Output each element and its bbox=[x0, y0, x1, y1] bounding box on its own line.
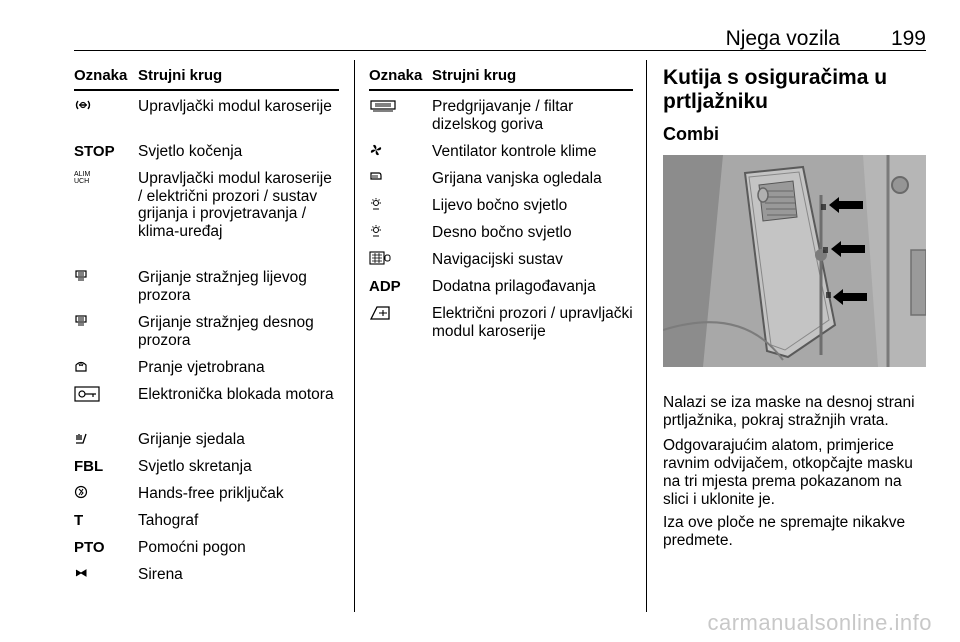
row-label: Svjetlo skretanja bbox=[138, 458, 252, 475]
side-light-right-icon bbox=[369, 224, 429, 238]
row-symbol: ADP bbox=[369, 278, 401, 295]
row-label: Električni prozori / upravljački modul karoserije bbox=[432, 305, 633, 340]
table-row bbox=[74, 379, 339, 424]
body-module-icon bbox=[74, 98, 134, 112]
navigation-icon bbox=[369, 251, 429, 265]
fuse-table-left bbox=[74, 67, 339, 586]
header-circuit: Strujni krug bbox=[432, 67, 517, 84]
row-label: Pomoćni pogon bbox=[138, 539, 246, 556]
table-row bbox=[74, 532, 339, 559]
row-symbol: T bbox=[74, 512, 84, 529]
heated-mirror-icon bbox=[369, 170, 429, 184]
table-row bbox=[369, 190, 633, 217]
header-symbol: Oznaka bbox=[74, 67, 128, 84]
row-label: Ventilator kontrole klime bbox=[432, 143, 597, 160]
table-body bbox=[74, 91, 339, 586]
watermark: carmanualsonline.info bbox=[707, 610, 932, 635]
table-header bbox=[74, 67, 339, 91]
column-divider-1 bbox=[354, 60, 355, 612]
table-header bbox=[369, 67, 633, 91]
diesel-filter-preheat-icon bbox=[369, 98, 429, 114]
row-symbol: FBL bbox=[74, 458, 104, 475]
row-label: Upravljački modul karoserije / električni prozori / sustav grijanja i provjetravanja / klima-uređaj bbox=[138, 170, 332, 240]
row-label: Svjetlo kočenja bbox=[138, 143, 243, 160]
header-symbol: Oznaka bbox=[369, 67, 423, 84]
table-row bbox=[369, 298, 633, 361]
section-heading: Kutija s osiguračima u prtljažniku bbox=[663, 66, 888, 113]
row-symbol: STOP bbox=[74, 143, 115, 160]
fusebox-cover-photo bbox=[663, 155, 926, 367]
page-title: Njega vozila bbox=[725, 27, 840, 50]
row-label: Tahograf bbox=[138, 512, 199, 529]
header-rule bbox=[74, 50, 926, 51]
table-row bbox=[369, 271, 633, 298]
table-row bbox=[74, 91, 339, 136]
table-row bbox=[74, 163, 339, 262]
immobiliser-key-icon bbox=[74, 386, 134, 402]
paragraph: Iza ove ploče ne spremajte nikakve predmete. bbox=[663, 513, 906, 549]
table-row bbox=[369, 217, 633, 244]
table-row bbox=[74, 559, 339, 586]
row-label: Navigacijski sustav bbox=[432, 251, 563, 268]
row-label: Predgrijavanje / filtar dizelskog goriva bbox=[432, 98, 574, 133]
seat-heating-icon bbox=[74, 431, 134, 445]
section-trunk-fusebox bbox=[663, 66, 926, 145]
row-label: Grijana vanjska ogledala bbox=[432, 170, 602, 187]
page-header bbox=[74, 0, 926, 52]
row-label: Dodatna prilagođavanja bbox=[432, 278, 596, 295]
table-row bbox=[74, 262, 339, 307]
table-row bbox=[74, 352, 339, 379]
row-label: Elektronička blokada motora bbox=[138, 386, 334, 403]
table-row bbox=[369, 163, 633, 190]
hands-free-icon bbox=[74, 485, 134, 499]
paragraph: Nalazi se iza maske na desnoj strani prtljažnika, pokraj stražnjih vrata. bbox=[663, 393, 915, 429]
table-row bbox=[74, 478, 339, 505]
rear-window-heating-right-icon bbox=[74, 314, 134, 328]
fuse-table-right bbox=[369, 67, 633, 361]
paragraph: Odgovarajućim alatom, primjerice ravnim odvijačem, otkopčajte masku na tri mjesta prema pokazanom na slici i uklonite je. bbox=[663, 436, 913, 508]
table-row bbox=[369, 244, 633, 271]
side-light-left-icon bbox=[369, 197, 429, 211]
column-divider-2 bbox=[646, 60, 647, 612]
page-number: 199 bbox=[890, 27, 926, 50]
row-label: Sirena bbox=[138, 566, 183, 583]
row-label: Grijanje stražnjeg lijevog prozora bbox=[138, 269, 307, 304]
table-row bbox=[74, 451, 339, 478]
siren-horn-icon bbox=[74, 566, 134, 580]
table-body bbox=[369, 91, 633, 361]
header-circuit: Strujni krug bbox=[138, 67, 223, 84]
windscreen-washer-icon bbox=[74, 359, 134, 373]
row-label: Upravljački modul karoserije bbox=[138, 98, 332, 115]
table-row bbox=[369, 91, 633, 136]
row-label: Grijanje stražnjeg desnog prozora bbox=[138, 314, 314, 349]
row-label: Pranje vjetrobrana bbox=[138, 359, 265, 376]
table-row bbox=[369, 136, 633, 163]
rear-window-heating-left-icon bbox=[74, 269, 134, 283]
fan-icon bbox=[369, 143, 429, 157]
row-label: Desno bočno svjetlo bbox=[432, 224, 572, 241]
table-row bbox=[74, 424, 339, 451]
row-label: Lijevo bočno svjetlo bbox=[432, 197, 568, 214]
power-window-icon bbox=[369, 305, 429, 321]
row-symbol: PTO bbox=[74, 539, 105, 556]
section-subheading: Combi bbox=[663, 124, 719, 144]
table-row bbox=[74, 505, 339, 532]
row-label: Grijanje sjedala bbox=[138, 431, 245, 448]
row-label: Hands-free priključak bbox=[138, 485, 284, 502]
table-row bbox=[74, 136, 339, 163]
row-symbol: ALIM UCH bbox=[74, 171, 91, 185]
table-row bbox=[74, 307, 339, 352]
